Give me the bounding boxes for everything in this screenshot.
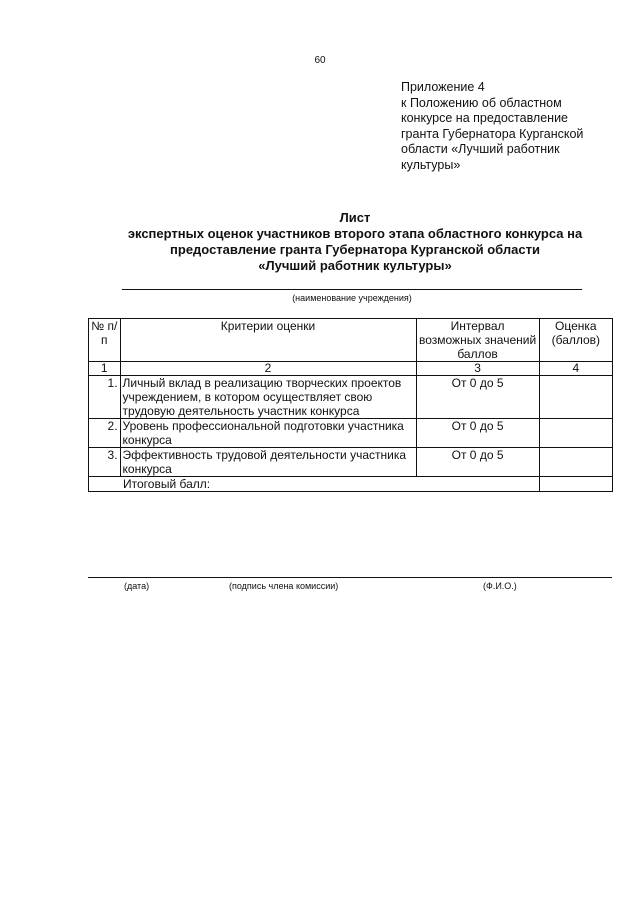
header-num: № п/п — [89, 319, 121, 362]
column-number: 4 — [539, 362, 612, 376]
appendix-note — [401, 80, 611, 174]
organization-name-line — [122, 289, 582, 290]
appendix-line: культуры» — [401, 157, 461, 172]
table-row — [89, 376, 613, 419]
row-number: 3. — [89, 448, 121, 477]
total-row — [89, 477, 613, 492]
row-criteria: Уровень профессиональной подготовки участника конкурса — [120, 419, 416, 448]
title-line: предоставление гранта Губернатора Курганской области — [170, 242, 540, 257]
signature-line — [88, 577, 612, 578]
row-score-cell[interactable] — [539, 448, 612, 477]
row-score-cell[interactable] — [539, 376, 612, 419]
date-caption: (дата) — [124, 581, 150, 591]
header-criteria: Критерии оценки — [120, 319, 416, 362]
page-number: 60 — [314, 55, 326, 66]
title-line: Лист — [339, 210, 371, 225]
column-number-row — [89, 362, 613, 376]
appendix-line: области «Лучший работник — [401, 142, 560, 157]
appendix-line: к Положению об областном — [401, 95, 562, 110]
row-criteria: Эффективность трудовой деятельности участника конкурса — [120, 448, 416, 477]
fio-caption: (Ф.И.О.) — [483, 581, 517, 591]
title-line: «Лучший работник культуры» — [258, 258, 452, 273]
row-number: 2. — [89, 419, 121, 448]
appendix-line: гранта Губернатора Курганской — [401, 126, 584, 141]
column-number: 2 — [120, 362, 416, 376]
column-number: 3 — [416, 362, 539, 376]
table-row — [89, 448, 613, 477]
table-header-row — [89, 319, 613, 362]
title-line: экспертных оценок участников второго этапа областного конкурса на — [127, 226, 583, 241]
total-label: Итоговый балл: — [89, 477, 540, 492]
row-interval: От 0 до 5 — [416, 376, 539, 419]
header-interval: Интервал возможных значений баллов — [416, 319, 539, 362]
column-number: 1 — [89, 362, 121, 376]
organization-caption: (наименование учреждения) — [292, 293, 412, 303]
document-title — [95, 210, 615, 274]
row-score-cell[interactable] — [539, 419, 612, 448]
row-interval: От 0 до 5 — [416, 419, 539, 448]
row-criteria: Личный вклад в реализацию творческих проектов учреждением, в котором осуществляет свою трудовую деятельность участник конкурса — [120, 376, 416, 419]
row-number: 1. — [89, 376, 121, 419]
signature-caption: (подпись члена комиссии) — [229, 581, 339, 591]
criteria-table — [88, 318, 613, 492]
appendix-line: конкурсе на предоставление — [401, 111, 569, 126]
header-score: Оценка (баллов) — [539, 319, 612, 362]
total-score-cell[interactable] — [539, 477, 612, 492]
table-row — [89, 419, 613, 448]
row-interval: От 0 до 5 — [416, 448, 539, 477]
appendix-line: Приложение 4 — [401, 80, 485, 94]
